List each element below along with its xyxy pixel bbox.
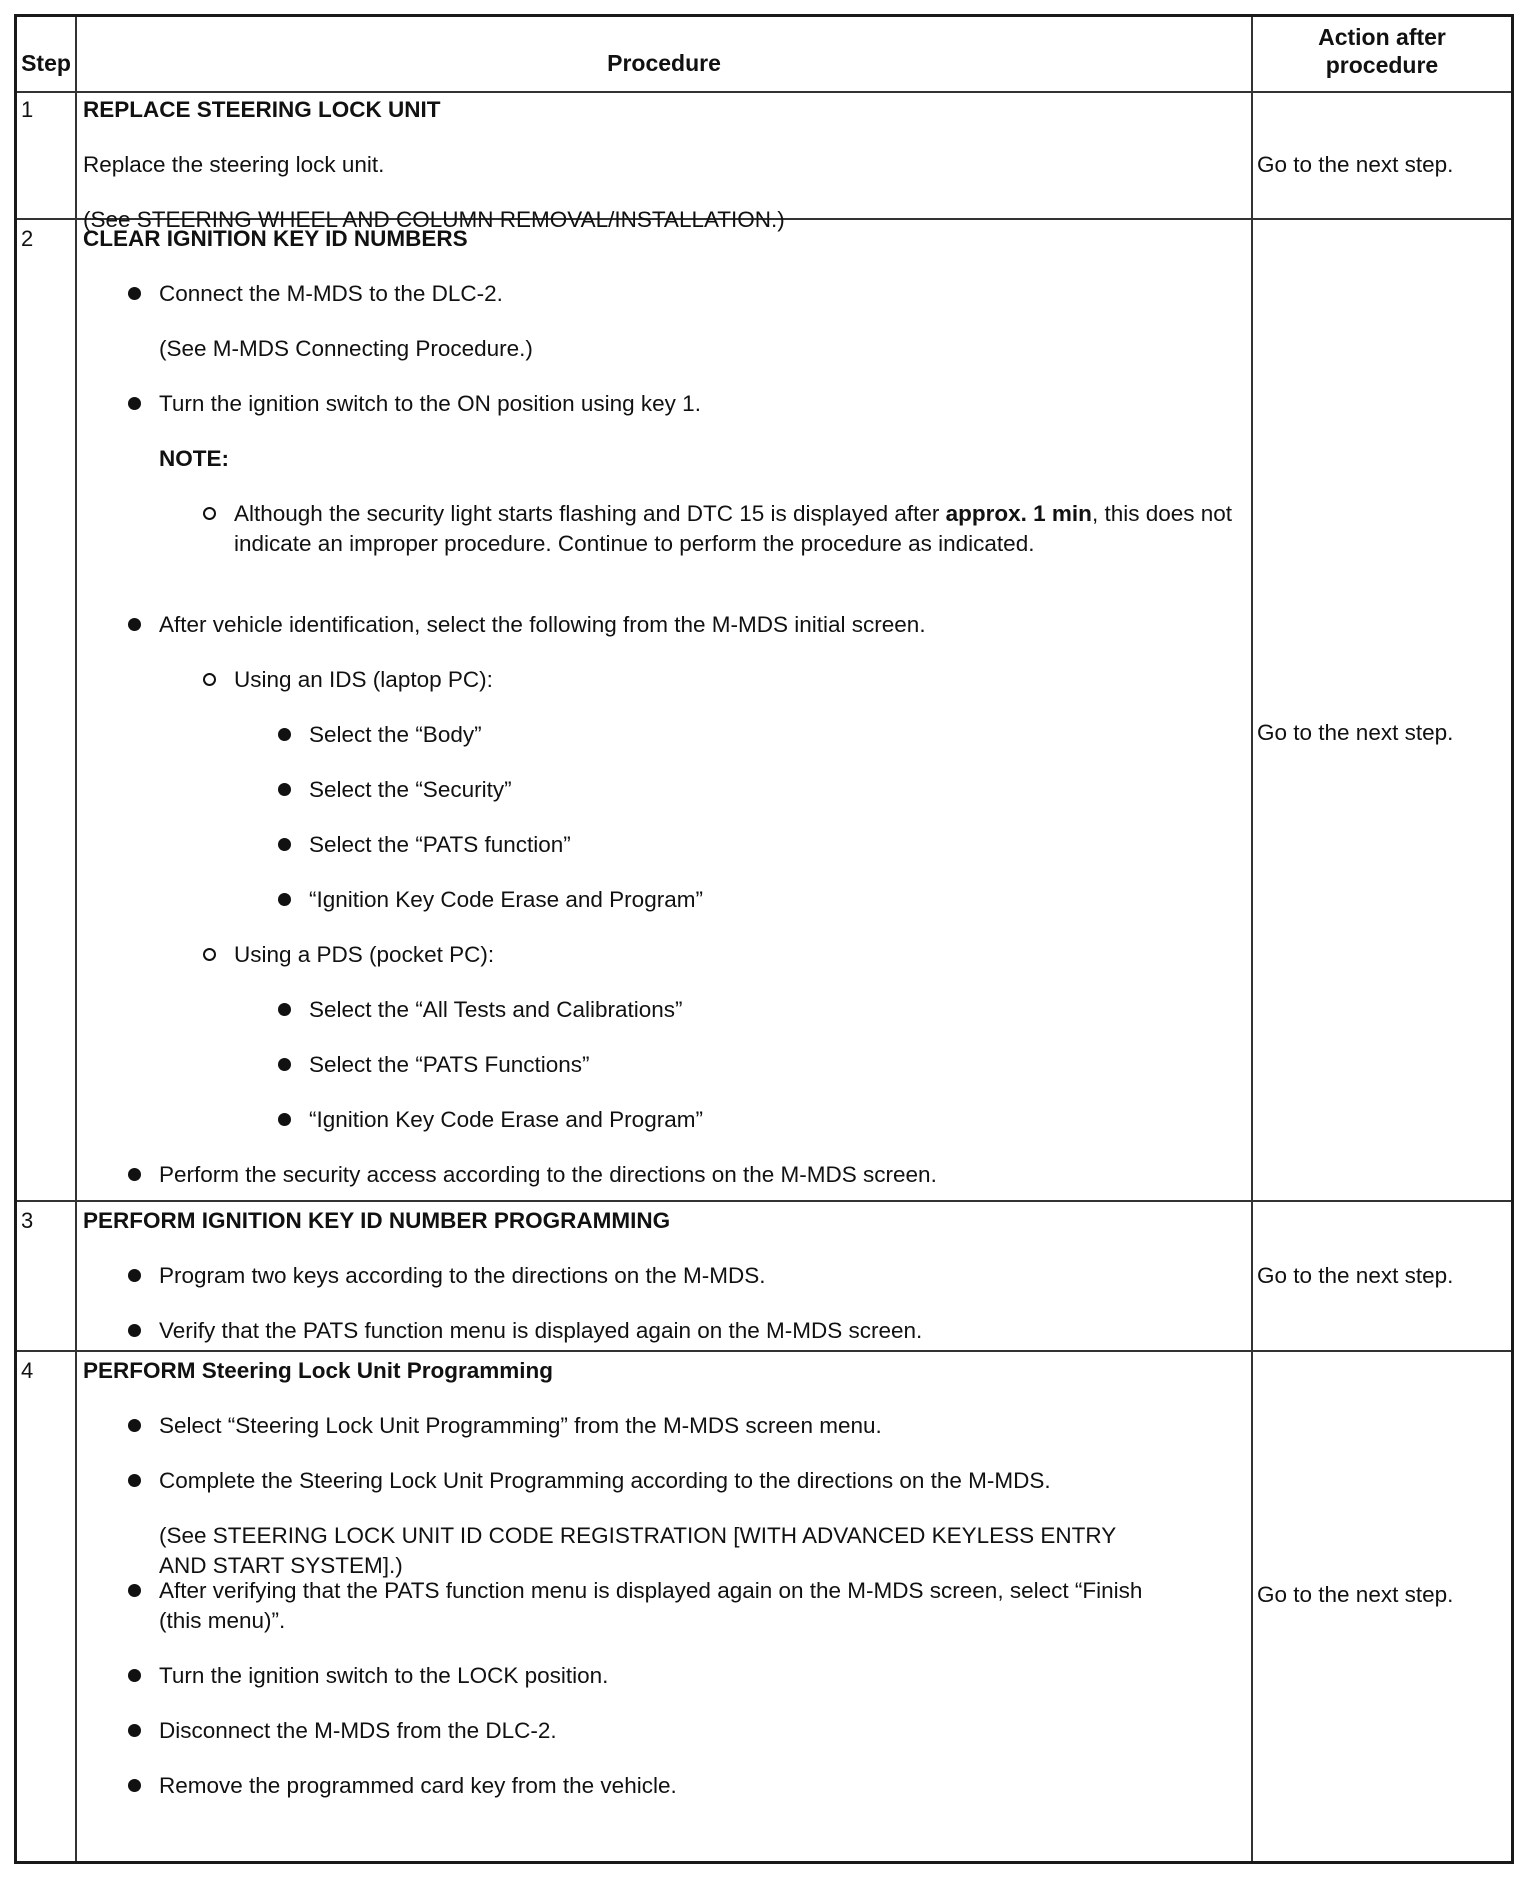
step-text: (See STEERING WHEEL AND COLUMN REMOVAL/INSTALLATION.) (83, 207, 785, 232)
bullet-icon (128, 287, 141, 300)
list-item: Select the “PATS Functions” (309, 1052, 590, 1077)
circle-bullet-icon (203, 673, 216, 686)
list-item: Select the “All Tests and Calibrations” (309, 997, 683, 1022)
bullet-icon (278, 783, 291, 796)
list-item: Turn the ignition switch to the ON position using key 1. (159, 391, 701, 416)
procedure-table (14, 14, 1514, 1864)
list-item: Turn the ignition switch to the LOCK position. (159, 1663, 609, 1688)
step-title: PERFORM IGNITION KEY ID NUMBER PROGRAMMING (83, 1208, 671, 1233)
bullet-icon (278, 838, 291, 851)
step-title: PERFORM Steering Lock Unit Programming (83, 1358, 554, 1383)
step-number: 2 (21, 226, 34, 251)
header-step: Step (21, 50, 71, 76)
circle-bullet-icon (203, 507, 216, 520)
bullet-icon (128, 1419, 141, 1432)
bullet-icon (128, 1474, 141, 1487)
list-item: Select the “Body” (309, 722, 482, 747)
list-item: Select “Steering Lock Unit Programming” from the M-MDS screen menu. (159, 1413, 882, 1438)
list-item: Select the “PATS function” (309, 832, 571, 857)
list-item: (See STEERING LOCK UNIT ID CODE REGISTRATION [WITH ADVANCED KEYLESS ENTRY AND START SYSTEM].) (159, 1523, 1116, 1578)
list-item: Select the “Security” (309, 777, 512, 802)
list-item: Perform the security access according to the directions on the M-MDS screen. (159, 1162, 937, 1187)
step-title: CLEAR IGNITION KEY ID NUMBERS (83, 226, 468, 251)
list-item: Using a PDS (pocket PC): (234, 942, 495, 967)
list-item: (See M-MDS Connecting Procedure.) (159, 336, 533, 361)
list-item: Program two keys according to the directions on the M-MDS. (159, 1263, 766, 1288)
bullet-icon (278, 1058, 291, 1071)
step-text: Replace the steering lock unit. (83, 152, 385, 177)
table-header (17, 17, 1511, 93)
list-item: Using an IDS (laptop PC): (234, 667, 493, 692)
bullet-icon (128, 397, 141, 410)
header-procedure: Procedure (607, 50, 721, 76)
bullet-icon (278, 1113, 291, 1126)
list-item: Complete the Steering Lock Unit Programming according to the directions on the M-MDS. (159, 1468, 1051, 1493)
step-number: 3 (21, 1208, 34, 1233)
step-number: 4 (21, 1358, 34, 1383)
action-text: Go to the next step. (1257, 720, 1454, 745)
bullet-icon (278, 1003, 291, 1016)
step-title: REPLACE STEERING LOCK UNIT (83, 97, 441, 122)
action-text: Go to the next step. (1257, 152, 1454, 177)
list-item: After vehicle identification, select the following from the M-MDS initial screen. (159, 612, 926, 637)
step-row-4 (17, 1352, 1511, 1861)
bullet-icon (128, 618, 141, 631)
list-item: “Ignition Key Code Erase and Program” (309, 1107, 703, 1132)
list-item: Disconnect the M-MDS from the DLC-2. (159, 1718, 557, 1743)
list-item: Verify that the PATS function menu is displayed again on the M-MDS screen. (159, 1318, 923, 1343)
bullet-icon (128, 1269, 141, 1282)
step-row-2 (17, 220, 1511, 1202)
bullet-icon (128, 1584, 141, 1597)
bullet-icon (128, 1724, 141, 1737)
bullet-icon (128, 1168, 141, 1181)
list-item: Remove the programmed card key from the vehicle. (159, 1773, 677, 1798)
list-item: “Ignition Key Code Erase and Program” (309, 887, 703, 912)
list-item: Connect the M-MDS to the DLC-2. (159, 281, 503, 306)
bullet-icon (128, 1324, 141, 1337)
bullet-icon (128, 1779, 141, 1792)
note-label: NOTE: (159, 446, 229, 471)
action-text: Go to the next step. (1257, 1263, 1454, 1288)
list-item: After verifying that the PATS function menu is displayed again on the M-MDS screen, select “Finish (this menu)”. (159, 1578, 1143, 1633)
bullet-icon (128, 1669, 141, 1682)
bullet-icon (278, 728, 291, 741)
action-text: Go to the next step. (1257, 1582, 1454, 1607)
bullet-icon (278, 893, 291, 906)
header-action: Action after procedure (1318, 24, 1446, 78)
step-number: 1 (21, 97, 34, 122)
step-row-3 (17, 1202, 1511, 1352)
step-row-1 (17, 91, 1511, 232)
note-text: Although the security light starts flashing and DTC 15 is displayed after approx. 1 min, this does not indicate an improper procedure. Continue to perform the procedure as indicated. (234, 501, 1233, 556)
circle-bullet-icon (203, 948, 216, 961)
